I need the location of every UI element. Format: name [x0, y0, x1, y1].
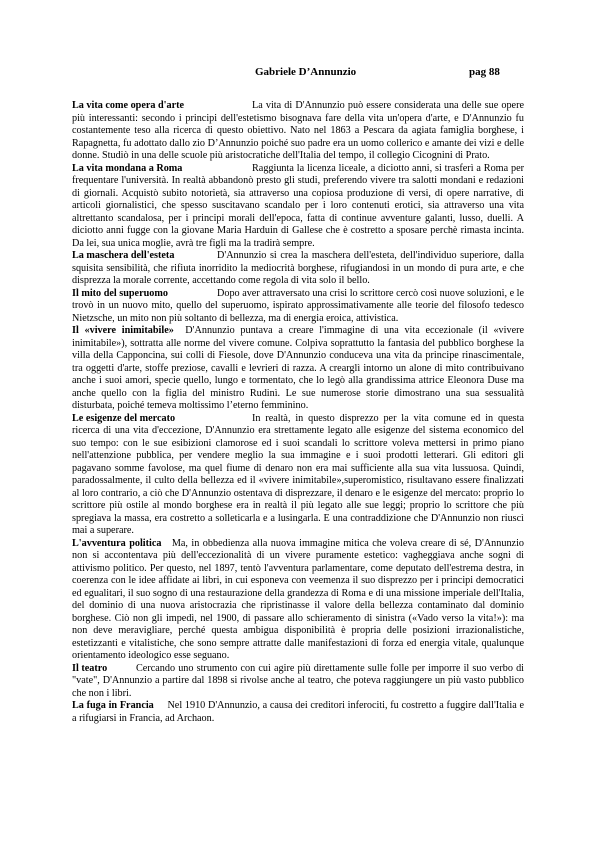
section-maschera-esteta: [72, 250, 524, 288]
section-text: Nel 1910 D'Annunzio, a causa dei creditori inferociti, fu costretto a fuggire dall'Italia e a rifugiarsi in Francia, ad Archaon.: [72, 700, 524, 724]
section-heading: Le esigenze del mercato: [72, 412, 176, 424]
section-heading: Il teatro: [72, 662, 108, 674]
section-vivere-inimitabile: [72, 325, 524, 413]
section-text: In realtà, in questo disprezzo per la vita comune ed in questa ricerca di una vita d'eccezione, D'Annunzio era strettamente legato alle esigenze del sistema economico del suo tempo: con le sue esibizioni clamorose ed i suoi scandali lo scrittore voleva mettersi in primo piano nell'attenzione pubblica, per vendere meglio la sua immagine e i suoi prodotti letterari. Gli editori gli pagavano somme favolose, ma quel fiume di denaro non era mai sufficiente alla sua vita lussuosa. Quindi, paradossalmente, il culto della bellezza ed il «vivere inimitabile»,superomistico, risultavano essere finalizzati al loro contrario, a ciò che D'Annunzio ostentava di disprezzare, il denaro e le esigenze del mercato: proprio lo scrittore più ostile al mondo borghese era in realtà il più legato alle sue leggi; proprio lo scrittore che più spregiava la massa, era costretto a solleticarla e a lusingarla. E una contraddizione che D'Annunzio non riuscì mai a superare.: [72, 412, 524, 536]
section-fuga-francia: [72, 700, 524, 725]
section-teatro: [72, 663, 524, 701]
page-number: pag 88: [469, 66, 500, 78]
section-text: Dopo aver attraversato una crisi lo scrittore cercò così nuove soluzioni, e le trovò in un nuovo mito, quello del superuomo, ispirato approssimativamente alle teorie del filosofo tedesco Nietzsche, un mito non più soltanto di bellezza, ma di energia eroica, attivistica.: [72, 287, 524, 324]
page-title: Gabriele D’Annunzio: [255, 66, 357, 78]
page-header: [72, 66, 524, 82]
section-heading: La vita come opera d'arte: [72, 100, 185, 111]
section-mito-superuomo: [72, 288, 524, 326]
section-avventura-politica: [72, 538, 524, 663]
section-heading: La maschera dell'esteta: [72, 250, 175, 261]
section-text: D'Annunzio si crea la maschera dell'esteta, dell'individuo superiore, dalla squisita sensibilità, che rifiuta inorridito la mediocrità borghese, rifugiandosi in un mondo di pura arte, e che disprezza la morale corrente, accettando come regola di vita solo il bello.: [72, 250, 524, 286]
section-text: D'Annunzio puntava a creare l'immagine di una vita eccezionale (il «vivere inimitabile»), sottratta alle norme del vivere comune. Colpiva soprattutto la fantasia del pubblico borghese la villa della Capponcina, sui colli di Fiesole, dove D'Annunzio conduceva una vita da principe rinascimentale, tra oggetti d'arte, stoffe preziose, cavalli e levrieri di razza. A crearglì intorno un alone di mito contribuivano anche i suoi amori, specie quello, lungo e tormentato, che lo legò alla grandissima attrice Eleonora Duse ma anche quello con la figlia del ministro Rudinì. Le sue numerose storie dimostrano una sua sessualità disturbata, poiché temeva moltissimo l’eterno femminino.: [72, 325, 525, 411]
section-esigenze-mercato: [72, 413, 524, 538]
section-heading: Il mito del superuomo: [72, 287, 168, 299]
section-heading: Il «vivere inimitabile»: [72, 325, 174, 336]
document-page: [72, 66, 524, 725]
section-vita-opera-arte: [72, 100, 524, 163]
section-vita-mondana: [72, 163, 524, 251]
section-text: La vita di D'Annunzio può essere considerata una delle sue opere più interessanti: secondo i principi dell'estetismo bisognava fare della vita un'opera d'arte, e D'Annunzio fu costantemente teso alla ricerca di questo obiettivo. Nato nel 1863 a Pescara da agiata famiglia borghese, i Rapagnetta, fu adottato dallo zio D’Annunzio poiché suo padre era un uomo collerico e amante dei vizi e delle donne. Studiò in una delle scuole più aristocratiche dell'Italia del tempo, il collegio Cicognini di Prato.: [72, 100, 524, 161]
section-text: Raggiunta la licenza liceale, a diciotto anni, si trasferì a Roma per frequentare l'università. In realtà abbandonò presto gli studi, preferendo vivere tra salotti mondani e redazioni di giornali. Acquistò subito notorietà, sia attraverso una copiosa produzione di versi, di opere narrative, di articoli giornalistici, che spesso suscitavano scandalo per i loro contenuti erotici, sia attraverso una vita altrettanto scandalosa, per i principi morali dell'epoca, fatta di continue avventure galanti, lusso, duelli. A diciotto anni fugge con la giovane Maria Harduin di Gallese che è costretto a sposare perchè rimasta incinta. Da lei, sua unica moglie, avrà tre figli ma la tradirà sempre.: [72, 162, 524, 249]
section-text: Cercando uno strumento con cui agire più direttamente sulle folle per imporre il suo verbo di "vate", D'Annunzio a partire dal 1898 si rivolse anche al teatro, che poteva raggiungere un più vasto pubblico che non i libri.: [72, 662, 524, 699]
section-heading: La fuga in Francia: [72, 700, 154, 711]
section-heading: La vita mondana a Roma: [72, 162, 183, 174]
section-heading: L'avventura politica: [72, 537, 162, 549]
section-text: Ma, in obbedienza alla nuova immagine mitica che voleva creare di sé, D'Annunzio non si accontentava più dell'eccezionalità di un vivere puramente estetico: vagheggiava anche sogni di attivismo politico. Per questo, nel 1897, tentò l'avventura parlamentare, come deputato dell'estrema destra, in coerenza con le idee affidate ai libri, in cui esponeva con veemenza il suo disprezzo per i principi democratici ed egualitari, il suo sogno di una restaurazione della grandezza di Roma e di una missione imperiale dell'Italia, del dominio di una nuova aristocrazia che ripristinasse il valore della bellezza contaminato dal dominio borghese. Ciò non gli impedì, nel 1900, di passare allo schieramento di sinistra («Vado verso la vita!»): ma non deve meravigliare, perché questa ambigua disponibilità è propria delle posizioni irrazionalistiche, estetizzanti e vitalistiche, che sono sempre attratte dalle manifestazioni di forza ed energia vitale, qualunque orientamento ideologico esse seguano.: [72, 537, 524, 661]
